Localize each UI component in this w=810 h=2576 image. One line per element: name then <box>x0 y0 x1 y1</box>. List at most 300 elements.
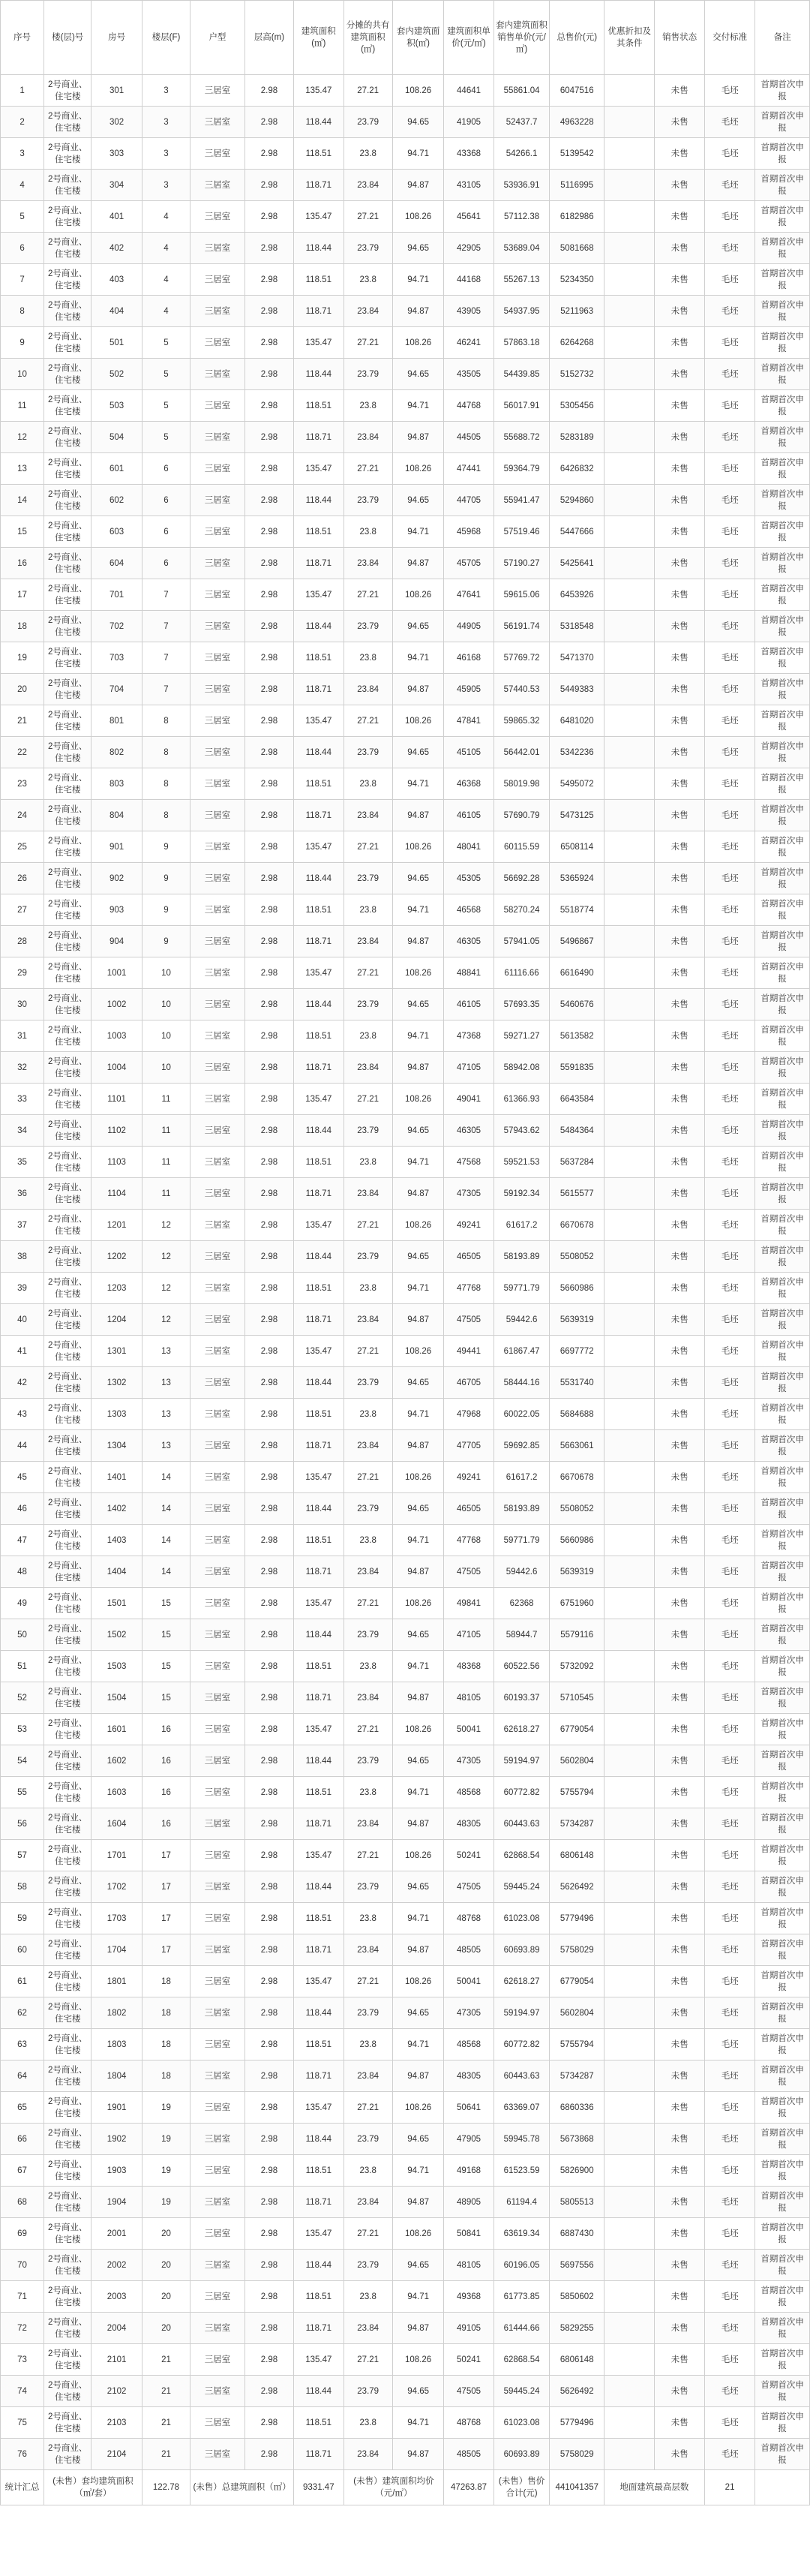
table-row <box>1 485 810 516</box>
delivery-cell: 毛坯 <box>704 1399 754 1430</box>
inner-area-cell: 94.87 <box>392 170 443 201</box>
shared-area-cell: 27.21 <box>344 2218 392 2250</box>
layout-cell: 三居室 <box>190 1934 245 1966</box>
inner-price-cell: 57440.53 <box>494 674 550 705</box>
note-cell: 首期首次申报 <box>755 1682 810 1714</box>
row-index: 57 <box>1 1840 44 1871</box>
layout-cell: 三居室 <box>190 2250 245 2281</box>
avg-price-value: 47263.87 <box>444 2470 494 2505</box>
area-cell: 118.44 <box>294 1871 344 1903</box>
unit-price-cell: 47368 <box>444 1020 494 1052</box>
note-cell: 首期首次申报 <box>755 1871 810 1903</box>
layout-cell: 三居室 <box>190 1619 245 1651</box>
unit-price-cell: 47441 <box>444 453 494 485</box>
unit-price-cell: 47568 <box>444 1147 494 1178</box>
inner-area-cell: 94.87 <box>392 2060 443 2092</box>
floor-cell: 9 <box>142 926 190 957</box>
room-cell: 801 <box>92 705 142 737</box>
delivery-cell: 毛坯 <box>704 1367 754 1399</box>
inner-area-cell: 94.65 <box>392 611 443 642</box>
unit-price-cell: 47705 <box>444 1430 494 1462</box>
inner-price-cell: 58193.89 <box>494 1241 550 1273</box>
area-cell: 118.71 <box>294 1934 344 1966</box>
layout-cell: 三居室 <box>190 1210 245 1241</box>
summary-label: 统计汇总 <box>1 2470 44 2505</box>
total-price-cell: 5283189 <box>550 422 604 453</box>
inner-area-cell: 94.87 <box>392 1808 443 1840</box>
shared-area-cell: 23.84 <box>344 2313 392 2344</box>
delivery-cell: 毛坯 <box>704 422 754 453</box>
room-cell: 1401 <box>92 1462 142 1493</box>
height-cell: 2.98 <box>244 2439 293 2470</box>
total-price-cell: 5805513 <box>550 2187 604 2218</box>
shared-area-cell: 23.8 <box>344 2281 392 2313</box>
room-cell: 1904 <box>92 2187 142 2218</box>
height-cell: 2.98 <box>244 1178 293 1210</box>
status-cell: 未售 <box>655 1934 704 1966</box>
row-index: 9 <box>1 327 44 359</box>
inner-price-cell: 59194.97 <box>494 1997 550 2029</box>
column-header: 套内建筑面积(㎡) <box>392 1 443 75</box>
status-cell: 未售 <box>655 1147 704 1178</box>
area-cell: 118.44 <box>294 233 344 264</box>
total-price-cell: 6670678 <box>550 1210 604 1241</box>
inner-area-cell: 108.26 <box>392 1588 443 1619</box>
inner-price-cell: 55861.04 <box>494 75 550 107</box>
room-cell: 1204 <box>92 1304 142 1336</box>
table-row <box>1 1934 810 1966</box>
column-header: 序号 <box>1 1 44 75</box>
building-cell: 2号商业、住宅楼 <box>44 863 92 894</box>
inner-price-cell: 60693.89 <box>494 2439 550 2470</box>
height-cell: 2.98 <box>244 1115 293 1147</box>
delivery-cell: 毛坯 <box>704 1430 754 1462</box>
floor-cell: 18 <box>142 2060 190 2092</box>
total-price-cell: 5710545 <box>550 1682 604 1714</box>
building-cell: 2号商业、住宅楼 <box>44 2218 92 2250</box>
total-price-cell: 5826900 <box>550 2155 604 2187</box>
inner-price-cell: 62618.27 <box>494 1714 550 1745</box>
note-cell: 首期首次申报 <box>755 1020 810 1052</box>
summary-row <box>1 2470 810 2505</box>
unit-price-cell: 47968 <box>444 1399 494 1430</box>
inner-area-cell: 94.71 <box>392 138 443 170</box>
floor-cell: 15 <box>142 1651 190 1682</box>
floor-cell: 14 <box>142 1556 190 1588</box>
total-price-cell: 5779496 <box>550 1903 604 1934</box>
row-index: 56 <box>1 1808 44 1840</box>
room-cell: 1702 <box>92 1871 142 1903</box>
row-index: 31 <box>1 1020 44 1052</box>
delivery-cell: 毛坯 <box>704 2376 754 2407</box>
inner-area-cell: 94.65 <box>392 989 443 1020</box>
row-index: 53 <box>1 1714 44 1745</box>
room-cell: 1804 <box>92 2060 142 2092</box>
layout-cell: 三居室 <box>190 1367 245 1399</box>
layout-cell: 三居室 <box>190 75 245 107</box>
total-price-cell: 6860336 <box>550 2092 604 2124</box>
shared-area-cell: 27.21 <box>344 957 392 989</box>
shared-area-cell: 23.8 <box>344 2029 392 2060</box>
unit-price-cell: 43368 <box>444 138 494 170</box>
row-index: 39 <box>1 1273 44 1304</box>
inner-price-cell: 58944.7 <box>494 1619 550 1651</box>
layout-cell: 三居室 <box>190 359 245 390</box>
building-cell: 2号商业、住宅楼 <box>44 1336 92 1367</box>
layout-cell: 三居室 <box>190 1966 245 1997</box>
delivery-cell: 毛坯 <box>704 2281 754 2313</box>
note-cell: 首期首次申报 <box>755 1147 810 1178</box>
height-cell: 2.98 <box>244 768 293 800</box>
note-cell: 首期首次申报 <box>755 957 810 989</box>
inner-price-cell: 61366.93 <box>494 1084 550 1115</box>
row-index: 60 <box>1 1934 44 1966</box>
area-cell: 118.51 <box>294 1525 344 1556</box>
table-row <box>1 2218 810 2250</box>
note-cell: 首期首次申报 <box>755 485 810 516</box>
area-cell: 118.71 <box>294 296 344 327</box>
delivery-cell: 毛坯 <box>704 107 754 138</box>
discount-cell <box>604 1651 655 1682</box>
delivery-cell: 毛坯 <box>704 201 754 233</box>
layout-cell: 三居室 <box>190 1304 245 1336</box>
total-price-value: 441041357 <box>550 2470 604 2505</box>
layout-cell: 三居室 <box>190 1682 245 1714</box>
height-cell: 2.98 <box>244 1241 293 1273</box>
floor-cell: 17 <box>142 1903 190 1934</box>
shared-area-cell: 23.84 <box>344 422 392 453</box>
room-cell: 2103 <box>92 2407 142 2439</box>
discount-cell <box>604 579 655 611</box>
room-cell: 1601 <box>92 1714 142 1745</box>
building-cell: 2号商业、住宅楼 <box>44 390 92 422</box>
unit-price-cell: 49241 <box>444 1462 494 1493</box>
building-cell: 2号商业、住宅楼 <box>44 2313 92 2344</box>
status-cell: 未售 <box>655 1556 704 1588</box>
shared-area-cell: 23.84 <box>344 1556 392 1588</box>
height-cell: 2.98 <box>244 1084 293 1115</box>
floor-cell: 3 <box>142 107 190 138</box>
row-index: 43 <box>1 1399 44 1430</box>
row-index: 38 <box>1 1241 44 1273</box>
table-row <box>1 1651 810 1682</box>
height-cell: 2.98 <box>244 1052 293 1084</box>
height-cell: 2.98 <box>244 2187 293 2218</box>
height-cell: 2.98 <box>244 2124 293 2155</box>
row-index: 61 <box>1 1966 44 1997</box>
height-cell: 2.98 <box>244 1147 293 1178</box>
area-cell: 135.47 <box>294 1462 344 1493</box>
row-index: 30 <box>1 989 44 1020</box>
inner-area-cell: 94.65 <box>392 485 443 516</box>
unit-price-cell: 49841 <box>444 1588 494 1619</box>
room-cell: 1001 <box>92 957 142 989</box>
row-index: 44 <box>1 1430 44 1462</box>
area-cell: 135.47 <box>294 2092 344 2124</box>
area-cell: 118.71 <box>294 1178 344 1210</box>
building-cell: 2号商业、住宅楼 <box>44 1714 92 1745</box>
layout-cell: 三居室 <box>190 1399 245 1430</box>
unit-price-cell: 47641 <box>444 579 494 611</box>
shared-area-cell: 27.21 <box>344 1588 392 1619</box>
inner-area-cell: 94.71 <box>392 1525 443 1556</box>
height-cell: 2.98 <box>244 1399 293 1430</box>
shared-area-cell: 27.21 <box>344 1462 392 1493</box>
floor-cell: 12 <box>142 1273 190 1304</box>
area-cell: 135.47 <box>294 1714 344 1745</box>
floor-cell: 9 <box>142 831 190 863</box>
layout-cell: 三居室 <box>190 1808 245 1840</box>
discount-cell <box>604 2281 655 2313</box>
building-cell: 2号商业、住宅楼 <box>44 2155 92 2187</box>
unit-price-cell: 47105 <box>444 1619 494 1651</box>
height-cell: 2.98 <box>244 642 293 674</box>
note-cell: 首期首次申报 <box>755 170 810 201</box>
table-row <box>1 2155 810 2187</box>
note-cell: 首期首次申报 <box>755 548 810 579</box>
total-price-cell: 6182986 <box>550 201 604 233</box>
shared-area-cell: 23.84 <box>344 1430 392 1462</box>
layout-cell: 三居室 <box>190 894 245 926</box>
row-index: 48 <box>1 1556 44 1588</box>
height-cell: 2.98 <box>244 2344 293 2376</box>
unit-price-cell: 48305 <box>444 2060 494 2092</box>
height-cell: 2.98 <box>244 548 293 579</box>
unit-price-cell: 50041 <box>444 1714 494 1745</box>
unit-price-cell: 46168 <box>444 642 494 674</box>
floor-cell: 6 <box>142 516 190 548</box>
unit-price-cell: 47768 <box>444 1273 494 1304</box>
area-cell: 118.44 <box>294 989 344 1020</box>
note-cell: 首期首次申报 <box>755 1651 810 1682</box>
table-row <box>1 2250 810 2281</box>
inner-price-cell: 59442.6 <box>494 1304 550 1336</box>
shared-area-cell: 23.79 <box>344 359 392 390</box>
status-cell: 未售 <box>655 957 704 989</box>
inner-price-cell: 57693.35 <box>494 989 550 1020</box>
table-row <box>1 1210 810 1241</box>
row-index: 69 <box>1 2218 44 2250</box>
height-cell: 2.98 <box>244 296 293 327</box>
table-row <box>1 926 810 957</box>
area-cell: 118.44 <box>294 1115 344 1147</box>
area-cell: 118.71 <box>294 1808 344 1840</box>
note-cell: 首期首次申报 <box>755 926 810 957</box>
room-cell: 2102 <box>92 2376 142 2407</box>
area-cell: 135.47 <box>294 957 344 989</box>
layout-cell: 三居室 <box>190 1493 245 1525</box>
room-cell: 1501 <box>92 1588 142 1619</box>
column-header: 分摊的共有建筑面积(㎡) <box>344 1 392 75</box>
discount-cell <box>604 2376 655 2407</box>
area-cell: 118.71 <box>294 548 344 579</box>
delivery-cell: 毛坯 <box>704 264 754 296</box>
total-price-cell: 5473125 <box>550 800 604 831</box>
layout-cell: 三居室 <box>190 2060 245 2092</box>
shared-area-cell: 23.84 <box>344 1934 392 1966</box>
shared-area-cell: 23.84 <box>344 548 392 579</box>
layout-cell: 三居室 <box>190 2313 245 2344</box>
building-cell: 2号商业、住宅楼 <box>44 1651 92 1682</box>
total-price-cell: 5660986 <box>550 1273 604 1304</box>
building-cell: 2号商业、住宅楼 <box>44 1462 92 1493</box>
height-cell: 2.98 <box>244 1840 293 1871</box>
shared-area-cell: 27.21 <box>344 1084 392 1115</box>
floor-cell: 20 <box>142 2313 190 2344</box>
row-index: 64 <box>1 2060 44 2092</box>
floor-cell: 8 <box>142 800 190 831</box>
table-row <box>1 1084 810 1115</box>
area-cell: 118.51 <box>294 1273 344 1304</box>
status-cell: 未售 <box>655 674 704 705</box>
room-cell: 1703 <box>92 1903 142 1934</box>
total-price-cell: 5684688 <box>550 1399 604 1430</box>
unit-price-cell: 46305 <box>444 1115 494 1147</box>
note-cell: 首期首次申报 <box>755 2250 810 2281</box>
table-row <box>1 611 810 642</box>
inner-price-cell: 57112.38 <box>494 201 550 233</box>
area-cell: 118.51 <box>294 1903 344 1934</box>
row-index: 7 <box>1 264 44 296</box>
note-cell: 首期首次申报 <box>755 1745 810 1777</box>
inner-price-cell: 54439.85 <box>494 359 550 390</box>
table-row <box>1 2376 810 2407</box>
note-cell: 首期首次申报 <box>755 1903 810 1934</box>
total-price-cell: 6751960 <box>550 1588 604 1619</box>
shared-area-cell: 23.84 <box>344 2060 392 2092</box>
floor-cell: 6 <box>142 548 190 579</box>
shared-area-cell: 23.79 <box>344 485 392 516</box>
total-price-cell: 6806148 <box>550 2344 604 2376</box>
status-cell: 未售 <box>655 2187 704 2218</box>
inner-area-cell: 108.26 <box>392 201 443 233</box>
room-cell: 1303 <box>92 1399 142 1430</box>
area-cell: 118.71 <box>294 674 344 705</box>
total-price-cell: 5471370 <box>550 642 604 674</box>
discount-cell <box>604 2313 655 2344</box>
building-cell: 2号商业、住宅楼 <box>44 989 92 1020</box>
height-cell: 2.98 <box>244 894 293 926</box>
total-price-cell: 5447666 <box>550 516 604 548</box>
delivery-cell: 毛坯 <box>704 1241 754 1273</box>
discount-cell <box>604 705 655 737</box>
note-cell: 首期首次申报 <box>755 2439 810 2470</box>
table-row <box>1 705 810 737</box>
table-row <box>1 1903 810 1934</box>
unit-price-cell: 48368 <box>444 1651 494 1682</box>
inner-area-cell: 94.65 <box>392 1241 443 1273</box>
note-cell: 首期首次申报 <box>755 1997 810 2029</box>
discount-cell <box>604 989 655 1020</box>
note-cell: 首期首次申报 <box>755 233 810 264</box>
table-row <box>1 453 810 485</box>
room-cell: 1503 <box>92 1651 142 1682</box>
total-price-cell: 5755794 <box>550 1777 604 1808</box>
discount-cell <box>604 453 655 485</box>
area-cell: 118.44 <box>294 737 344 768</box>
unit-price-cell: 46105 <box>444 989 494 1020</box>
total-price-cell: 5734287 <box>550 2060 604 2092</box>
discount-cell <box>604 296 655 327</box>
row-index: 24 <box>1 800 44 831</box>
note-cell: 首期首次申报 <box>755 642 810 674</box>
area-cell: 118.44 <box>294 2250 344 2281</box>
note-cell: 首期首次申报 <box>755 2376 810 2407</box>
floor-cell: 8 <box>142 705 190 737</box>
layout-cell: 三居室 <box>190 863 245 894</box>
table-row <box>1 1147 810 1178</box>
discount-cell <box>604 548 655 579</box>
table-row <box>1 1493 810 1525</box>
inner-area-cell: 94.71 <box>392 894 443 926</box>
table-row <box>1 390 810 422</box>
delivery-cell: 毛坯 <box>704 1871 754 1903</box>
total-price-cell: 5495072 <box>550 768 604 800</box>
layout-cell: 三居室 <box>190 1871 245 1903</box>
height-cell: 2.98 <box>244 957 293 989</box>
layout-cell: 三居室 <box>190 516 245 548</box>
area-cell: 135.47 <box>294 201 344 233</box>
max-floors-value: 21 <box>704 2470 754 2505</box>
room-cell: 401 <box>92 201 142 233</box>
layout-cell: 三居室 <box>190 1115 245 1147</box>
row-index: 42 <box>1 1367 44 1399</box>
row-index: 66 <box>1 2124 44 2155</box>
unit-price-cell: 48505 <box>444 1934 494 1966</box>
room-cell: 303 <box>92 138 142 170</box>
room-cell: 1104 <box>92 1178 142 1210</box>
inner-area-cell: 108.26 <box>392 327 443 359</box>
height-cell: 2.98 <box>244 800 293 831</box>
room-cell: 802 <box>92 737 142 768</box>
discount-cell <box>604 107 655 138</box>
total-price-cell: 6264268 <box>550 327 604 359</box>
inner-price-cell: 61194.4 <box>494 2187 550 2218</box>
room-cell: 1003 <box>92 1020 142 1052</box>
status-cell: 未售 <box>655 1808 704 1840</box>
building-cell: 2号商业、住宅楼 <box>44 957 92 989</box>
inner-price-cell: 58942.08 <box>494 1052 550 1084</box>
floor-cell: 7 <box>142 579 190 611</box>
height-cell: 2.98 <box>244 1966 293 1997</box>
layout-cell: 三居室 <box>190 1997 245 2029</box>
layout-cell: 三居室 <box>190 327 245 359</box>
note-cell: 首期首次申报 <box>755 2092 810 2124</box>
inner-area-cell: 94.87 <box>392 2439 443 2470</box>
height-cell: 2.98 <box>244 926 293 957</box>
note-cell: 首期首次申报 <box>755 2060 810 2092</box>
inner-area-cell: 94.71 <box>392 768 443 800</box>
table-row <box>1 1399 810 1430</box>
inner-area-cell: 108.26 <box>392 1462 443 1493</box>
building-cell: 2号商业、住宅楼 <box>44 1903 92 1934</box>
area-cell: 118.44 <box>294 1745 344 1777</box>
area-cell: 118.71 <box>294 2439 344 2470</box>
unit-price-cell: 48305 <box>444 1808 494 1840</box>
delivery-cell: 毛坯 <box>704 2250 754 2281</box>
area-cell: 118.44 <box>294 107 344 138</box>
floor-cell: 8 <box>142 737 190 768</box>
total-price-cell: 5734287 <box>550 1808 604 1840</box>
building-cell: 2号商业、住宅楼 <box>44 1273 92 1304</box>
unit-price-cell: 45305 <box>444 863 494 894</box>
height-cell: 2.98 <box>244 1871 293 1903</box>
status-cell: 未售 <box>655 107 704 138</box>
building-cell: 2号商业、住宅楼 <box>44 1304 92 1336</box>
discount-cell <box>604 390 655 422</box>
layout-cell: 三居室 <box>190 1714 245 1745</box>
floor-cell: 11 <box>142 1178 190 1210</box>
